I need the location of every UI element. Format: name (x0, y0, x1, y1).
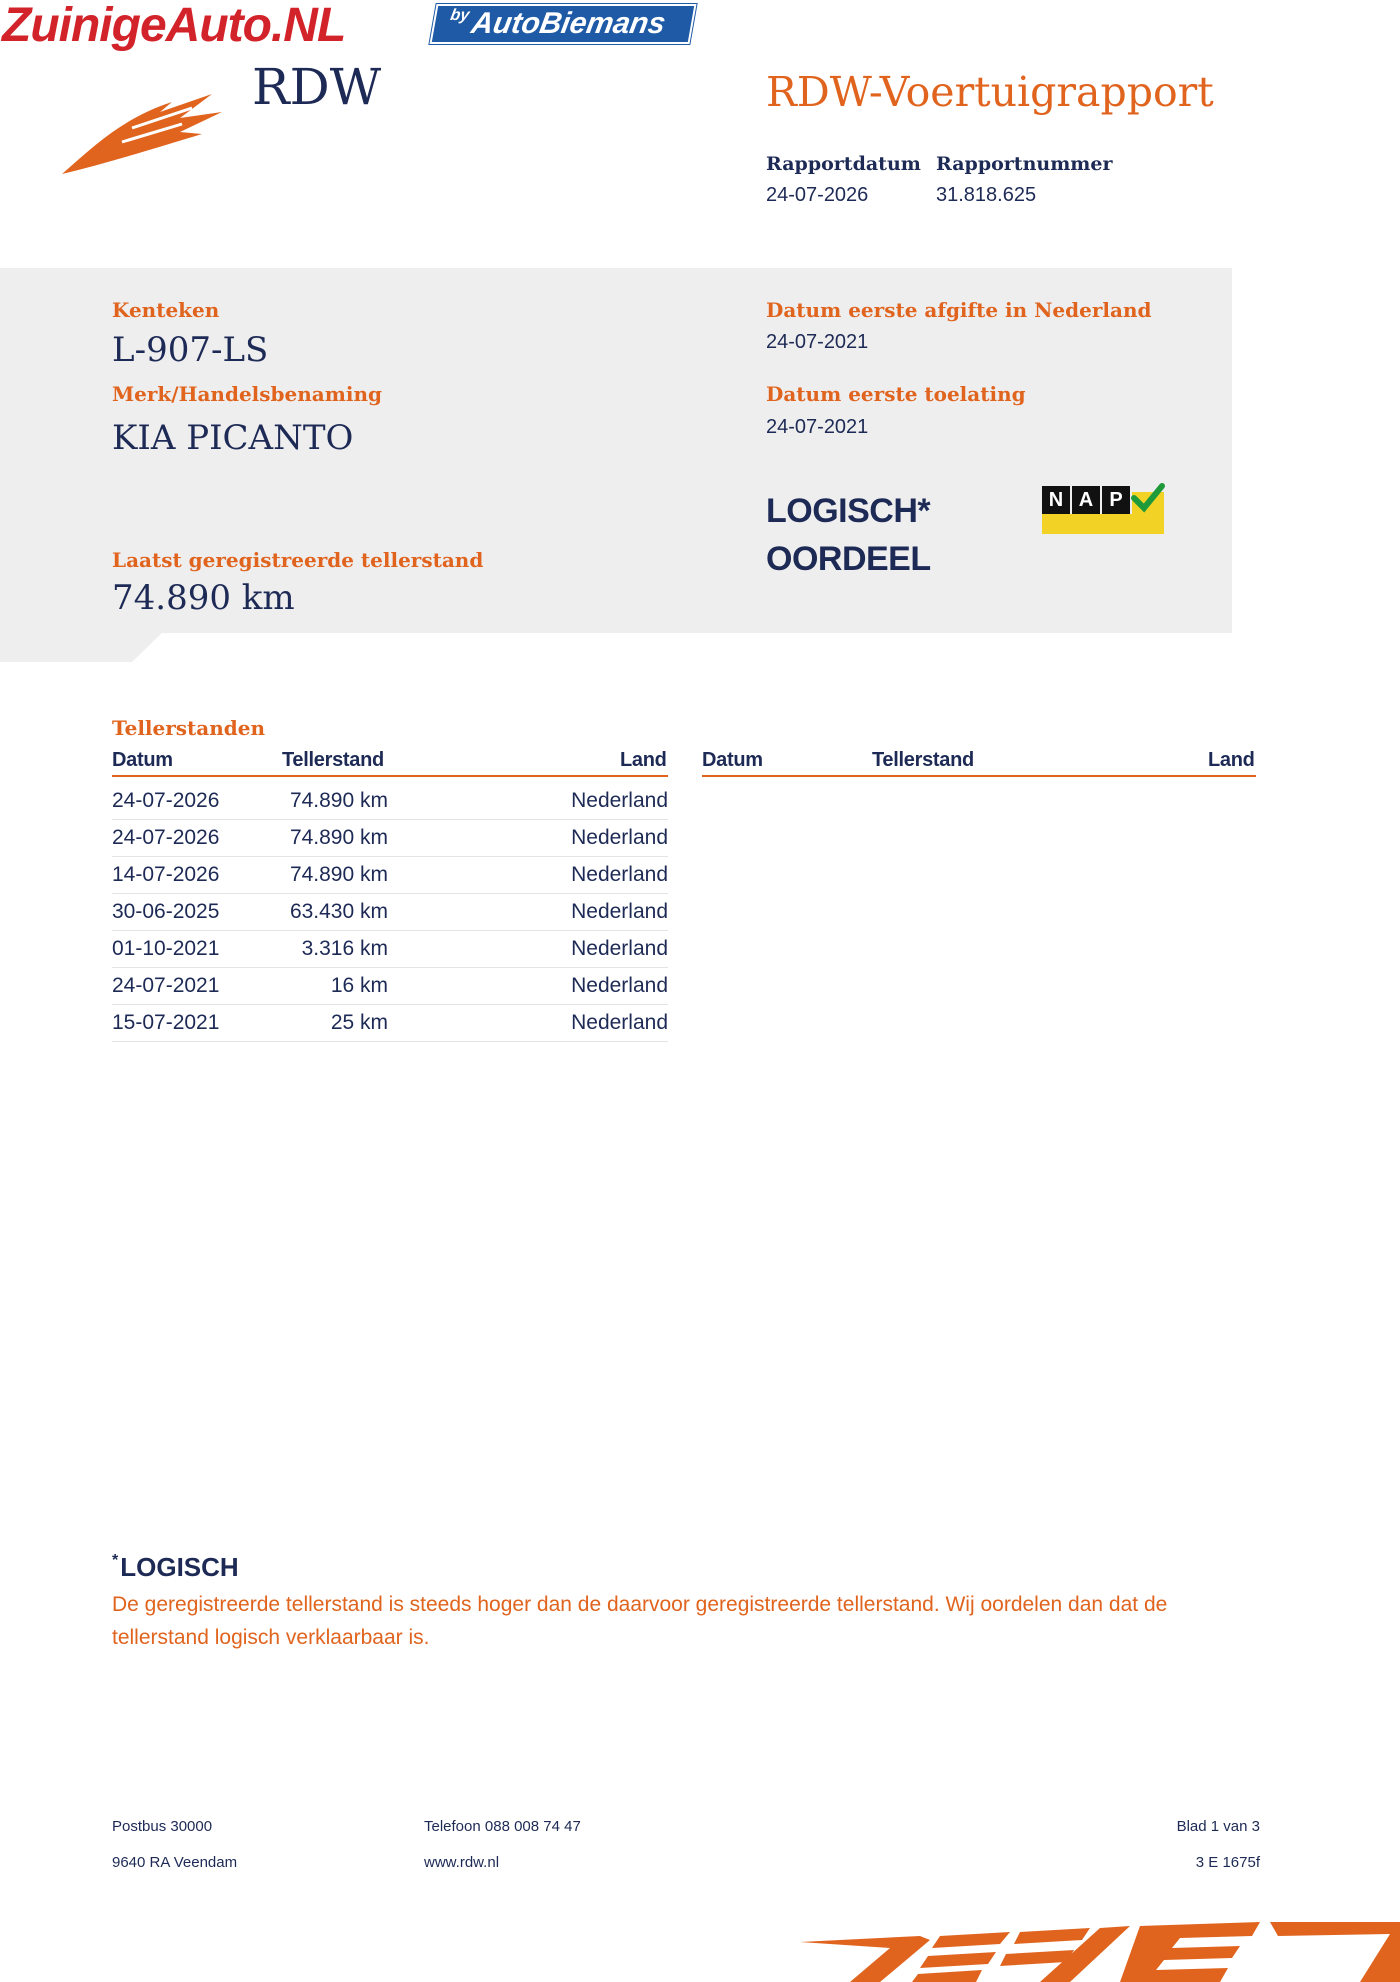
table-row (112, 819, 668, 857)
row-country: Nederland (571, 1011, 668, 1034)
rdw-wordmark: RDW (252, 58, 382, 116)
footer-code: 3 E 1675f (1195, 1854, 1260, 1871)
check-icon (1130, 482, 1166, 516)
row-reading: 74.890 km (289, 826, 388, 849)
decorative-stripes-icon (800, 1922, 1400, 1982)
col-header-country-right: Land (1208, 749, 1255, 771)
table-row (112, 893, 668, 931)
footer-po-box: Postbus 30000 (112, 1818, 213, 1835)
row-country: Nederland (571, 863, 668, 886)
table-row (112, 782, 668, 820)
footer-website: www.rdw.nl (424, 1854, 500, 1871)
row-reading: 74.890 km (289, 863, 388, 886)
row-reading: 63.430 km (289, 900, 388, 923)
report-title: RDW-Voertuigrapport (766, 68, 1214, 116)
row-country: Nederland (571, 789, 668, 812)
make-label: Merk/Handelsbenaming (112, 382, 383, 406)
row-date: 30-06-2025 (112, 900, 220, 923)
panel-tail-decoration (0, 630, 165, 662)
row-date: 01-10-2021 (112, 937, 220, 960)
row-reading: 3.316 km (301, 937, 388, 960)
verdict-value: LOGISCH* (766, 492, 931, 530)
row-date: 24-07-2021 (112, 974, 220, 997)
col-header-reading: Tellerstand (282, 749, 384, 771)
odometer-label: Laatst geregistreerde tellerstand (112, 548, 484, 572)
verdict-label: OORDEEL (766, 540, 931, 578)
row-country: Nederland (571, 974, 668, 997)
first-admission-label: Datum eerste toelating (766, 382, 1026, 406)
plate-label: Kenteken (112, 298, 220, 322)
col-header-date-right: Datum (702, 749, 763, 771)
explanation-title (112, 1552, 239, 1583)
odometer-table-title: Tellerstanden (112, 716, 266, 740)
row-country: Nederland (571, 937, 668, 960)
footer-phone: Telefoon 088 008 74 47 (424, 1818, 581, 1835)
row-date: 15-07-2021 (112, 1011, 220, 1034)
footer-page: Blad 1 van 3 (1176, 1818, 1260, 1835)
partner-name: AutoBiemans (468, 7, 669, 40)
row-date: 24-07-2026 (112, 826, 220, 849)
table-row (112, 967, 668, 1005)
row-date: 24-07-2026 (112, 789, 220, 812)
plate-value: L-907-LS (112, 330, 269, 370)
partner-by-label: by (449, 7, 471, 24)
table-row (112, 930, 668, 968)
odometer-value: 74.890 km (112, 578, 295, 618)
row-reading: 74.890 km (289, 789, 388, 812)
nap-badge-stripe (1042, 514, 1164, 534)
table-row (112, 856, 668, 894)
row-reading: 25 km (330, 1011, 388, 1034)
report-number-label: Rapportnummer (936, 153, 1113, 175)
report-number-value: 31.818.625 (936, 184, 1037, 206)
row-country: Nederland (571, 900, 668, 923)
report-date-label: Rapportdatum (766, 153, 921, 175)
col-header-country: Land (620, 749, 667, 771)
col-header-date: Datum (112, 749, 173, 771)
nap-letter-p: P (1102, 486, 1130, 514)
first-nl-value: 24-07-2021 (766, 331, 869, 353)
row-country: Nederland (571, 826, 668, 849)
make-value: KIA PICANTO (112, 418, 354, 458)
nap-letter-n: N (1042, 486, 1070, 514)
nap-badge (1042, 486, 1164, 534)
first-admission-value: 24-07-2021 (766, 416, 869, 438)
row-date: 14-07-2026 (112, 863, 220, 886)
partner-badge (429, 4, 696, 44)
site-logo-text: ZuinigeAuto.NL (2, 0, 346, 52)
rdw-logo-icon (62, 88, 232, 178)
explanation-title-text: LOGISCH (120, 1552, 239, 1582)
nap-letter-a: A (1072, 486, 1100, 514)
col-header-reading-right: Tellerstand (872, 749, 974, 771)
table-header-rule-right (702, 775, 1256, 777)
table-header-rule (112, 775, 668, 777)
row-reading: 16 km (330, 974, 388, 997)
report-date-value: 24-07-2026 (766, 184, 869, 206)
first-nl-label: Datum eerste afgifte in Nederland (766, 298, 1152, 322)
footer-city: 9640 RA Veendam (112, 1854, 238, 1871)
explanation-marker: * (112, 1552, 119, 1569)
explanation-text: De geregistreerde tellerstand is steeds hoger dan de daarvoor geregistreerde tellerstand. Wij oordelen dan dat de tellerstand logisch verklaarbaar is. (112, 1593, 1168, 1649)
table-row (112, 1004, 668, 1042)
